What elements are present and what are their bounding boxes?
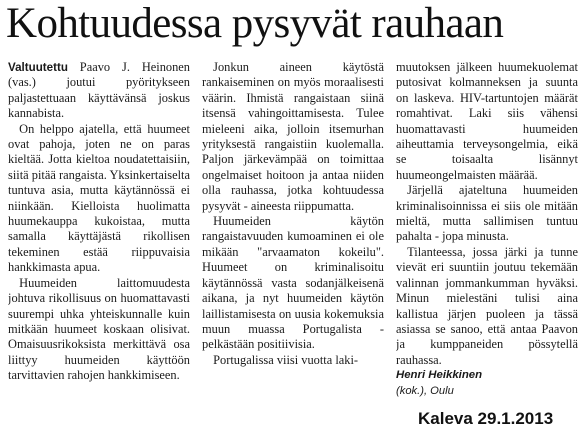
paragraph-1 <box>8 60 190 122</box>
author-party: (kok.), Oulu <box>396 384 454 397</box>
column-1 <box>8 60 190 405</box>
lead-word: Valtuutettu <box>8 61 68 74</box>
paragraph-8: Järjellä ajateltuna huumeiden kriminalisoinnissa ei siis ole mitään mieltä, mutta sallimisen tuntuu pahalta - jopa minusta. <box>396 183 578 244</box>
author-name: Henri Heikkinen <box>396 369 483 382</box>
article-body <box>8 60 578 405</box>
paragraph-7: muutoksen jälkeen huumekuolemat putosivat kolmanneksen ja suunta on laskeva. HIV-tartuntojen määrät romahtivat. Laki siis vähensi huomattavasti huumeiden aiheuttamia terveysongelmia, eikä se toisaalta lisännyt huumeongelmaisten määrää. <box>396 60 578 182</box>
paragraph-6: Portugalissa viisi vuotta laki- <box>213 352 359 367</box>
paragraph-2: On helppo ajatella, että huumeet ovat pahoja, joten ne on paras kieltää. Jotta kieltoa noudatettaisiin, siitä pitää rangaista. Yksinkertaiselta tuntuva asia, mutta käytännössä ei niinkään. Kielloista huolimatta huumekauppa kukoistaa, mutta samalla käyttäjästä rikollisen tekeminen estää riippuvaisia hankkimasta apua. <box>8 121 190 275</box>
paragraph-5: Huumeiden käytön rangaistavuuden kumoaminen ei ole mikään "arvaamaton kokeilu". Huumeet on kriminalisoitu käytännössä vasta sodanjälkeisenä aikana, ja nyt huumeiden käytön laillistamisesta on uusia kokemuksia muun muassa Portugalista - pelkästään positiivisia. <box>202 214 384 352</box>
headline: Kohtuudessa pysyvät rauhaan <box>6 0 504 47</box>
paragraph-1-text: Paavo J. Heinonen (vas.) joutui pyöritykseen paljastettuaan käyttävänsä joskus kannabista. <box>8 60 190 121</box>
column-3 <box>396 60 578 405</box>
paragraph-9: Tilanteessa, jossa järki ja tunne vievät eri suuntiin joutuu tekemään valinnan jommankumman hyväksi. Minun mielestäni tulisi aina kallistua järjen puoleen ja tässä asiassa se sanoo, että antaa Paavon ja kumppaneiden pössytellä rauhassa. <box>396 244 578 367</box>
column-2 <box>202 60 384 405</box>
paragraph-4: Jonkun aineen käytöstä rankaiseminen on myös moraalisesti väärin. Ihmistä rangaistaan siinä itsensä vahingoittamisesta. Tulee mieleeni aika, jolloin itsemurhan yrityksestä rangaistiin kuolemalla. Paljon järkevämpää on toimittaa ongelmaiset hoitoon ja antaa niiden olla rauhassa, jotka kohtuudessa pysyvät - aineesta riippumatta. <box>202 60 384 213</box>
source-citation: Kaleva 29.1.2013 <box>418 409 554 428</box>
paragraph-3: Huumeiden laittomuudesta johtuva rikollisuus on huomattavasti suurempi uhka yhteiskunnalle kuin mitkään huumeet koskaan olisivat. Omaisuusrikoksista merkittävä osa liittyy huumeiden käyttöön tarvittavien rahojen hankkimiseen. <box>8 275 190 383</box>
